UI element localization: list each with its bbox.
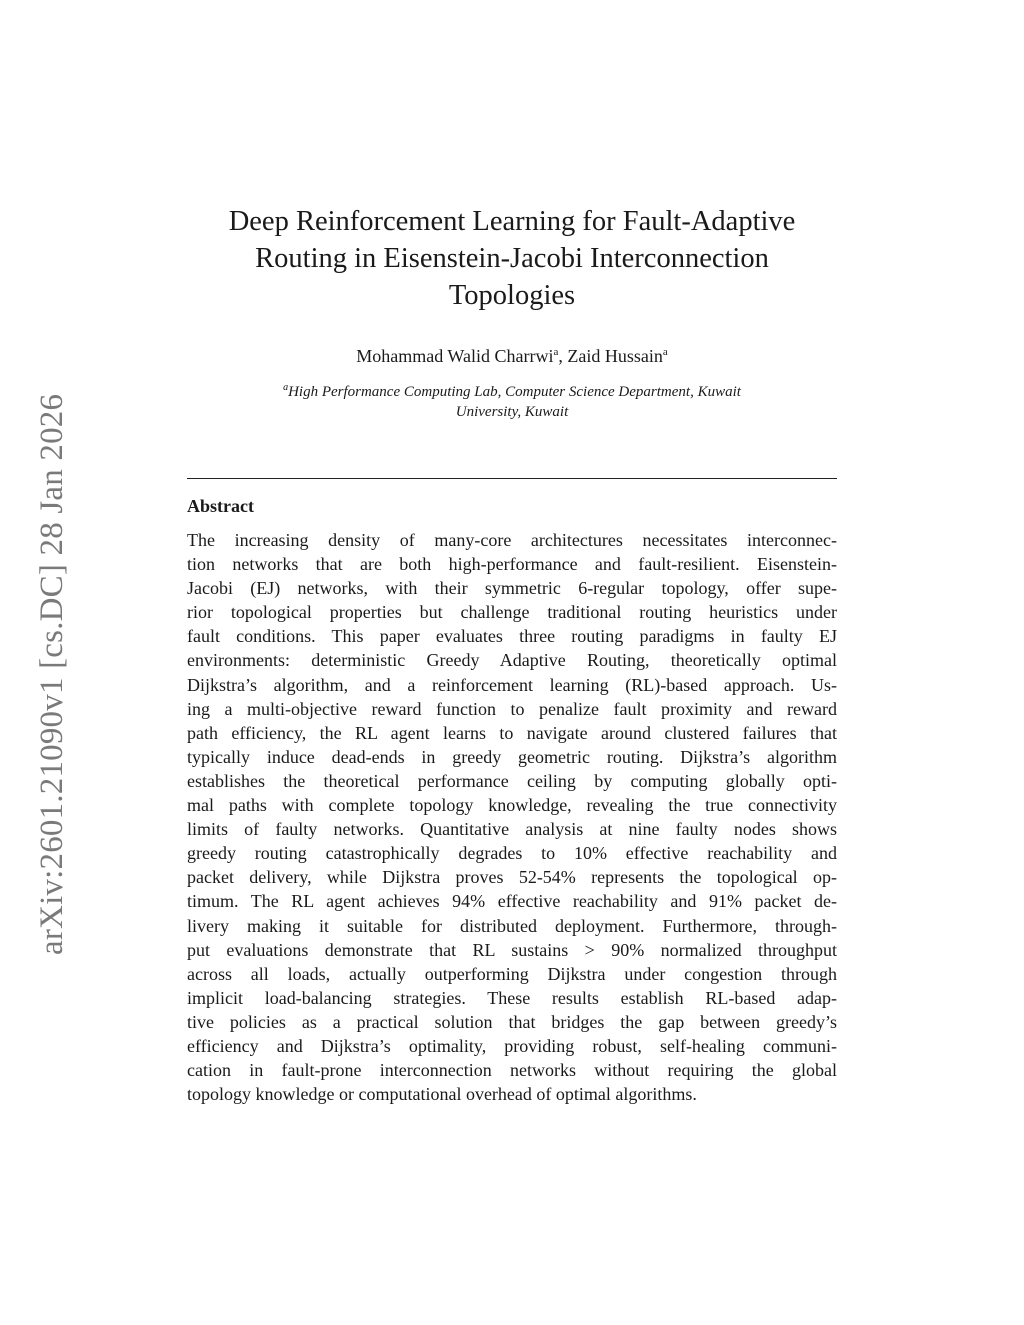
arxiv-identifier-stamp: arXiv:2601.21090v1 [cs.DC] 28 Jan 2026 bbox=[34, 393, 70, 955]
affiliation-mark: a bbox=[283, 382, 289, 393]
author-name: Zaid Hussain bbox=[567, 346, 663, 366]
author-affiliation-mark: a bbox=[662, 346, 668, 358]
header-divider bbox=[187, 478, 837, 479]
abstract-line: cation in fault-prone interconnection networks without requiring the global bbox=[187, 1060, 837, 1081]
author-name: Mohammad Walid Charrwi bbox=[356, 346, 554, 366]
author-affiliation-mark: a bbox=[553, 346, 559, 358]
affiliation-line: University, Kuwait bbox=[455, 404, 569, 420]
abstract-line: across all loads, actually outperforming Dijkstra under congestion through bbox=[187, 963, 837, 984]
affiliation-text: High Performance Computing Lab, Computer Science Department, Kuwait bbox=[288, 384, 741, 400]
abstract-line: efficiency and Dijkstra’s optimality, providing robust, self-healing communi- bbox=[187, 1035, 837, 1056]
abstract-line: tion networks that are both high-performance and fault-resilient. Eisenstein- bbox=[187, 554, 837, 575]
affiliation bbox=[187, 378, 837, 422]
abstract-line: Jacobi (EJ) networks, with their symmetric 6-regular topology, offer supe- bbox=[187, 578, 837, 599]
author-list: Mohammad Walid Charrwi$^a$, Zaid Hussain$^a$ bbox=[356, 346, 668, 366]
abstract-heading: Abstract bbox=[187, 496, 254, 516]
abstract-line: tive policies as a practical solution that bridges the gap between greedy’s bbox=[187, 1011, 837, 1032]
abstract-line: Dijkstra’s algorithm, and a reinforcement learning (RL)-based approach. Us- bbox=[187, 674, 837, 695]
abstract-line: fault conditions. This paper evaluates three routing paradigms in faulty EJ bbox=[187, 626, 837, 647]
abstract-line: topology knowledge or computational overhead of optimal algorithms. bbox=[187, 1084, 697, 1105]
abstract-line: implicit load-balancing strategies. These results establish RL-based adap- bbox=[187, 987, 837, 1008]
paper-title bbox=[187, 203, 837, 314]
abstract-body bbox=[187, 528, 837, 1106]
affiliation-line bbox=[187, 378, 837, 402]
abstract-line: rior topological properties but challenge traditional routing heuristics under bbox=[187, 602, 837, 623]
abstract-line: ing a multi-objective reward function to penalize fault proximity and reward bbox=[187, 698, 837, 719]
abstract-line: The increasing density of many-core architectures necessitates interconnec- bbox=[187, 530, 837, 550]
abstract-line: typically induce dead-ends in greedy geometric routing. Dijkstra’s algorithm bbox=[187, 746, 837, 767]
title-line: Routing in Eisenstein-Jacobi Interconnection bbox=[255, 243, 769, 274]
abstract-line: put evaluations demonstrate that RL sustains > 90% normalized throughput bbox=[187, 939, 837, 960]
abstract-line: establishes the theoretical performance ceiling by computing globally opti- bbox=[187, 770, 837, 791]
abstract-line: timum. The RL agent achieves 94% effective reachability and 91% packet de- bbox=[187, 891, 837, 912]
title-line: Topologies bbox=[448, 280, 576, 311]
abstract-line: packet delivery, while Dijkstra proves 52-54% represents the topological op- bbox=[187, 867, 837, 888]
abstract-line: greedy routing catastrophically degrades to 10% effective reachability and bbox=[187, 843, 837, 864]
abstract-line: livery making it suitable for distributed deployment. Furthermore, through- bbox=[187, 915, 837, 936]
abstract-line: limits of faulty networks. Quantitative analysis at nine faulty nodes shows bbox=[187, 819, 837, 840]
abstract-line: mal paths with complete topology knowledge, revealing the true connectivity bbox=[187, 795, 837, 816]
abstract-line: environments: deterministic Greedy Adaptive Routing, theoretically optimal bbox=[187, 650, 837, 671]
abstract-line: path efficiency, the RL agent learns to navigate around clustered failures that bbox=[187, 722, 837, 743]
title-line: Deep Reinforcement Learning for Fault-Adaptive bbox=[228, 206, 796, 237]
